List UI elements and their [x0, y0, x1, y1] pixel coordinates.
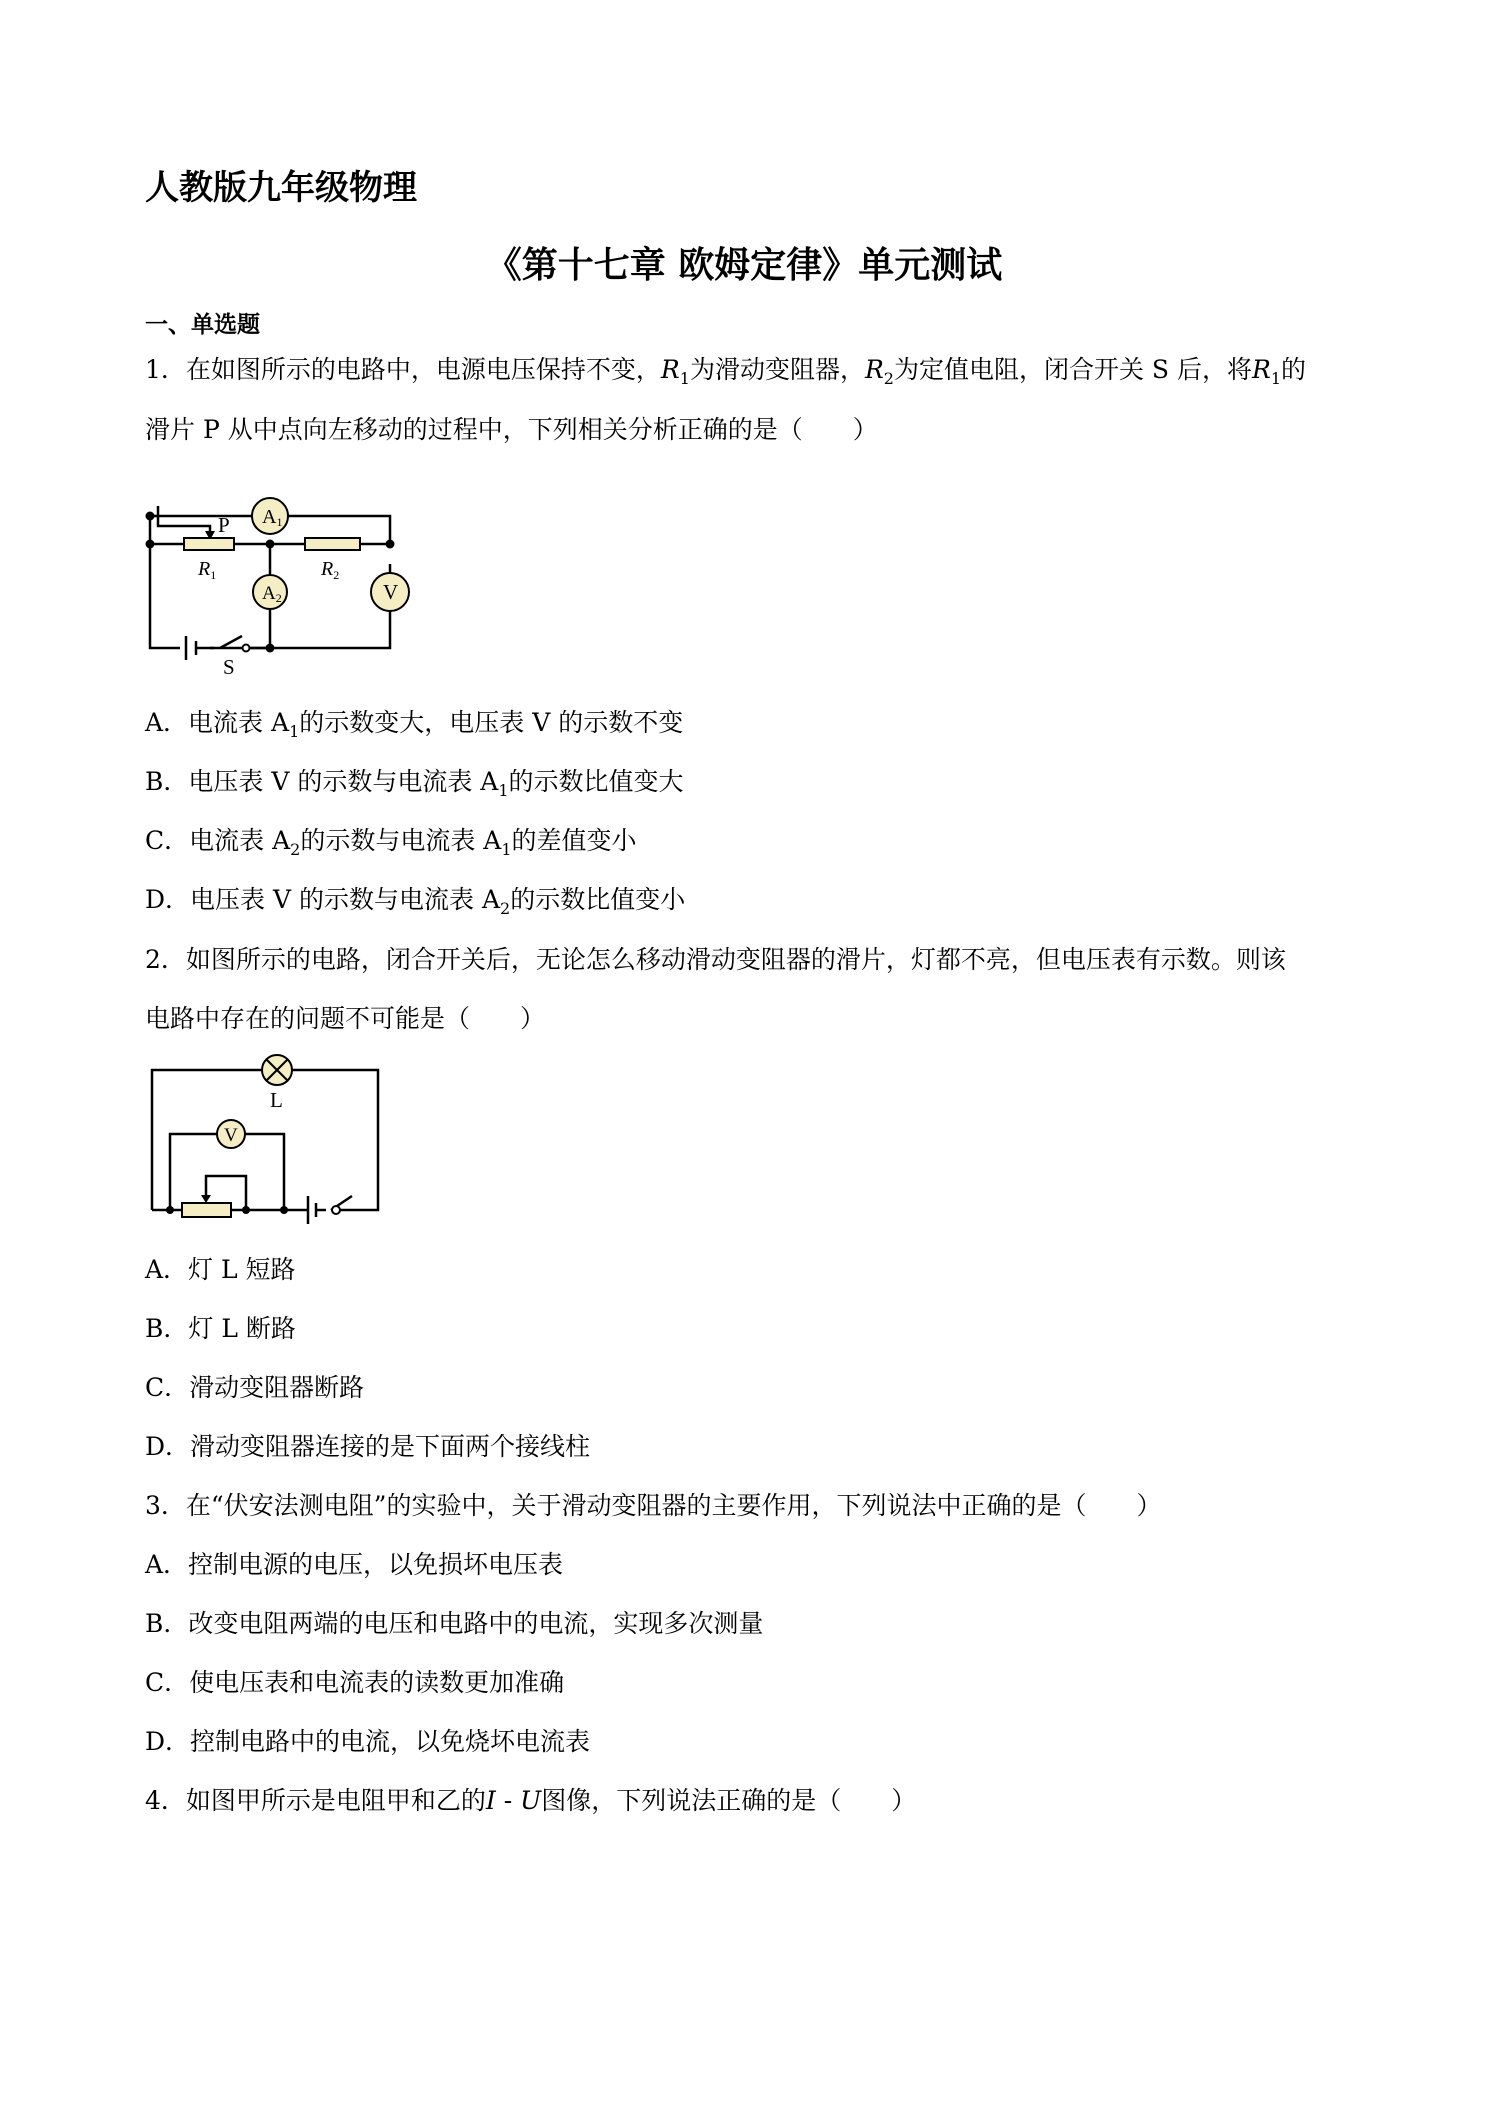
q3-stem: 3．在“伏安法测电阻”的实验中，关于滑动变阻器的主要作用，下列说法中正确的是（ ）	[145, 1491, 1162, 1520]
l-label: L	[270, 1088, 283, 1112]
option-text: 的示数比值变小	[510, 885, 686, 914]
rheostat	[182, 1203, 231, 1217]
r1-label: $R_1$	[198, 558, 217, 582]
a1-label: A1	[262, 506, 283, 529]
q1-stem-line1	[145, 350, 1306, 388]
q1-option-a[interactable]	[145, 703, 683, 741]
q1-option-b[interactable]	[145, 762, 684, 800]
test-title: 《第十七章 欧姆定律》单元测试	[485, 245, 1003, 286]
option-text: D．电压表 V 的示数与电流表 A	[145, 885, 500, 914]
switch-contact	[332, 1206, 340, 1214]
junction-dot	[146, 540, 155, 549]
junction-dot	[266, 540, 275, 549]
q1-stem-line2: 滑片 P 从中点向左移动的过程中，下列相关分析正确的是（ ）	[145, 415, 878, 444]
option-sub: 2	[500, 899, 511, 918]
option-text: 的示数变大，电压表 V 的示数不变	[299, 708, 684, 737]
q1-circuit-diagram	[140, 460, 410, 680]
junction-dot	[280, 1206, 288, 1214]
q1-var-r1: R	[1252, 355, 1271, 384]
q4-stem-part: 4．如图甲所示是电阻甲和乙的	[145, 1786, 486, 1815]
junction-dot	[146, 512, 155, 521]
q4-stem	[145, 1781, 916, 1817]
option-text: 的差值变小	[511, 826, 637, 855]
junction-dot	[166, 1206, 174, 1214]
q1-var-r1-sub: 1	[1270, 369, 1282, 388]
document-title: 人教版九年级物理	[145, 168, 417, 208]
q2-option-b[interactable]: B．灯 L 断路	[145, 1314, 296, 1343]
q3-option-d[interactable]: D．控制电路中的电流，以免烧坏电流表	[145, 1727, 591, 1756]
option-sub: 1	[501, 840, 512, 859]
q2-stem-line2: 电路中存在的问题不可能是（ ）	[145, 1004, 546, 1033]
q1-stem-part: 的	[1281, 355, 1307, 384]
option-sub: 1	[289, 722, 300, 741]
option-text: A．电流表 A	[145, 708, 290, 737]
option-sub: 1	[498, 781, 509, 800]
q4-dash: -	[495, 1786, 521, 1815]
q3-option-c[interactable]: C．使电压表和电流表的读数更加准确	[145, 1668, 565, 1697]
q4-stem-part: 图像，下列说法正确的是（ ）	[541, 1786, 917, 1815]
q1-option-c[interactable]	[145, 821, 637, 859]
junction-dot	[266, 644, 275, 653]
p-label: P	[218, 513, 230, 537]
a2-label: A2	[262, 583, 282, 605]
s-label: S	[223, 655, 235, 679]
section-heading: 一、单选题	[145, 312, 260, 338]
q2-option-c[interactable]: C．滑动变阻器断路	[145, 1373, 365, 1402]
v-label: V	[224, 1125, 238, 1146]
q1-var-r1: R	[660, 355, 680, 384]
q2-option-a[interactable]: A．灯 L 短路	[145, 1255, 296, 1284]
q2-option-d[interactable]: D．滑动变阻器连接的是下面两个接线柱	[145, 1432, 591, 1461]
q4-var-u: U	[520, 1786, 542, 1815]
junction-dot	[242, 1206, 250, 1214]
q4-var-i: I	[485, 1786, 496, 1815]
q1-option-d[interactable]	[145, 880, 685, 918]
r2-label: $R_2$	[321, 558, 340, 582]
q1-var-r1-sub: 1	[679, 369, 690, 388]
q2-circuit-diagram	[140, 1050, 390, 1230]
q3-option-b[interactable]: B．改变电阻两端的电压和电路中的电流，实现多次测量	[145, 1609, 764, 1638]
q2-stem-line1: 2．如图所示的电路，闭合开关后，无论怎么移动滑动变阻器的滑片，灯都不亮，但电压表有示数。则该	[145, 945, 1286, 974]
option-text: B．电压表 V 的示数与电流表 A	[145, 767, 499, 796]
switch-contact	[243, 645, 250, 652]
q1-stem-part: 为滑动变阻器，	[689, 355, 865, 384]
r2-resistor	[305, 538, 360, 550]
junction-dot	[386, 540, 395, 549]
q1-var-r2-sub: 2	[883, 369, 894, 388]
q3-option-a[interactable]: A．控制电源的电压，以免损坏电压表	[145, 1550, 564, 1579]
option-text: C．电流表 A	[145, 826, 291, 855]
q1-var-r2: R	[864, 355, 884, 384]
option-text: 的示数比值变大	[508, 767, 684, 796]
slider-arrow-icon	[201, 1195, 211, 1203]
q1-stem-part: 1．在如图所示的电路中，电源电压保持不变，	[145, 355, 661, 384]
option-sub: 2	[290, 840, 301, 859]
option-text: 的示数与电流表 A	[300, 826, 502, 855]
q1-stem-part: 为定值电阻，闭合开关 S 后，将	[893, 355, 1252, 384]
v-label: V	[383, 580, 399, 604]
r1-rheostat	[184, 538, 234, 550]
